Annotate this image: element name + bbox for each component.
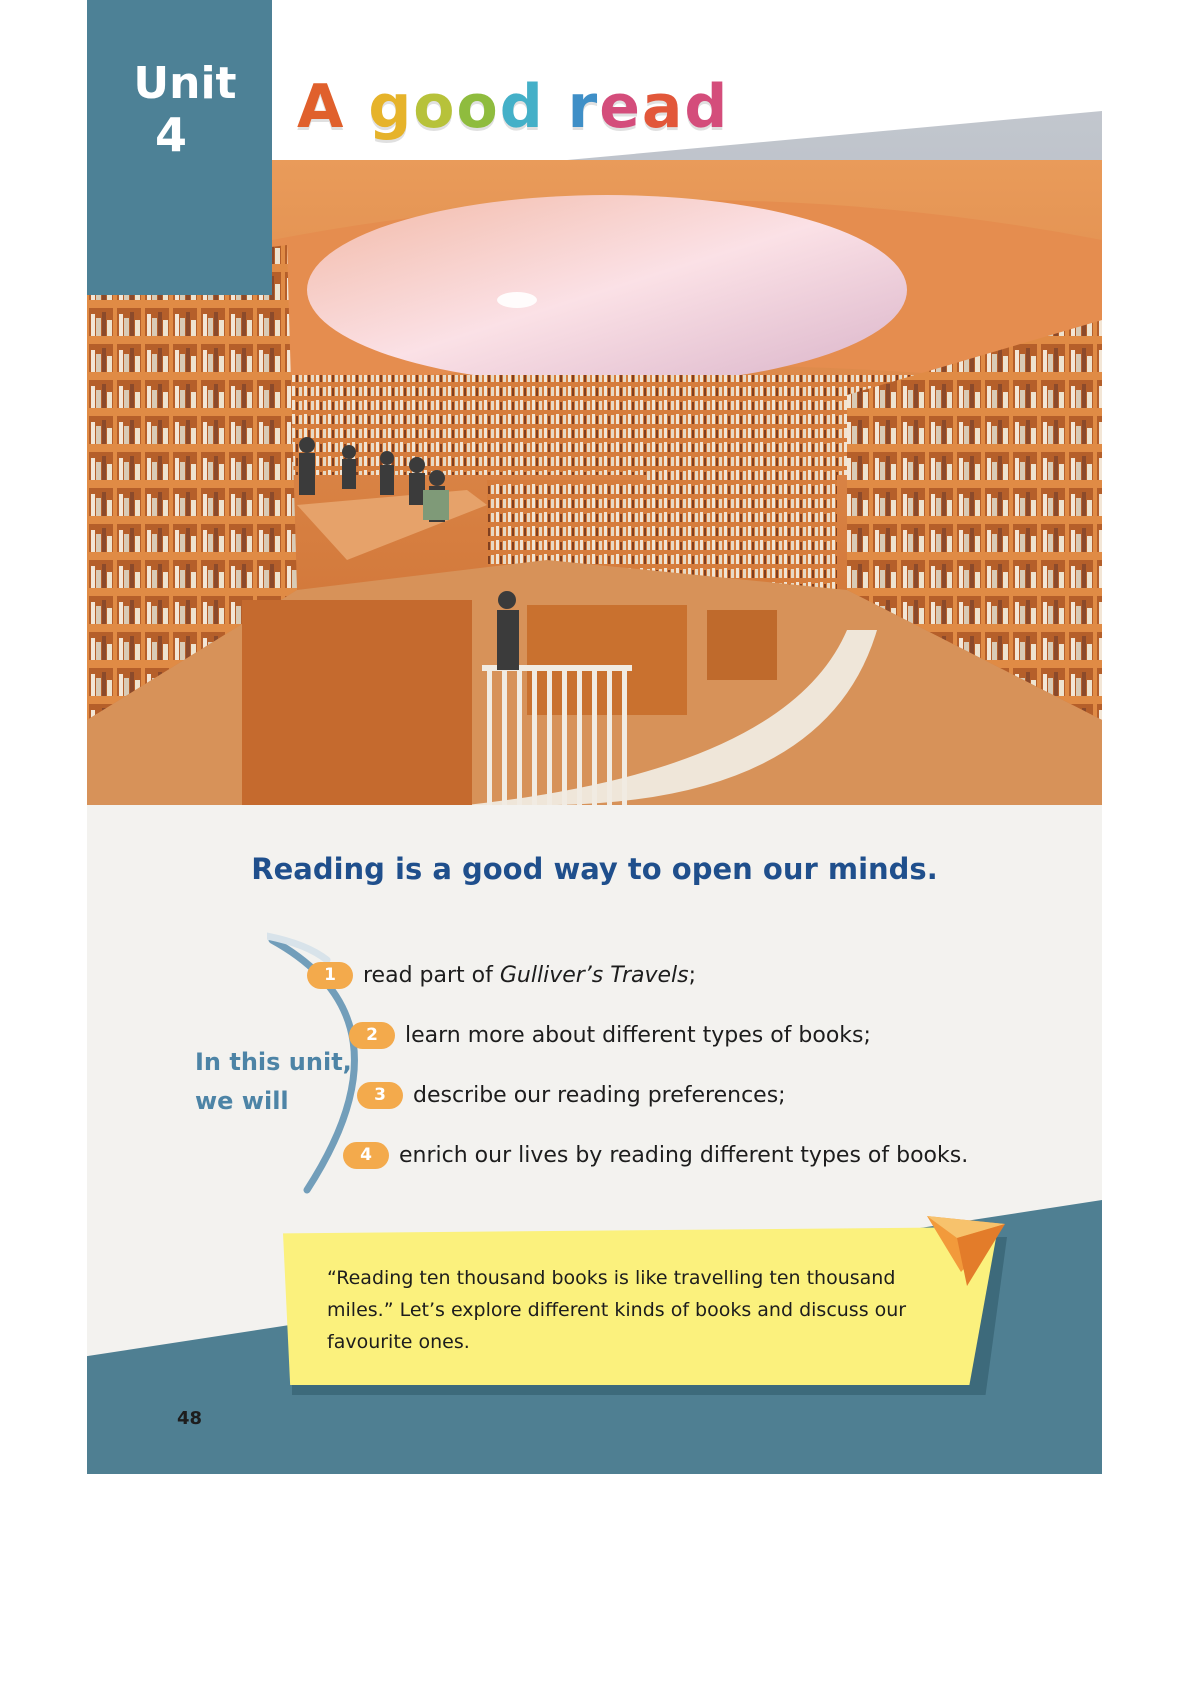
goal-text — [363, 963, 696, 988]
title-letter: d — [499, 72, 545, 142]
goal-item-2 — [349, 1022, 871, 1049]
unit-title — [297, 72, 729, 142]
goal-number-badge: 3 — [357, 1082, 403, 1109]
goal-text-end: ; — [688, 963, 697, 988]
goal-number-badge: 2 — [349, 1022, 395, 1049]
goal-text: enrich our lives by reading different types of books. — [399, 1143, 969, 1168]
goal-item-4 — [343, 1142, 968, 1169]
goal-number-badge: 4 — [343, 1142, 389, 1169]
goal-item-1 — [307, 962, 696, 989]
page-number: 48 — [177, 1408, 203, 1429]
goal-text: describe our reading preferences; — [413, 1083, 786, 1108]
unit-number: 4 — [154, 108, 187, 162]
quote-text: “Reading ten thousand books is like travelling ten thousand miles.” Let’s explore different kinds of books and discuss our favourite ones. — [327, 1267, 907, 1353]
title-letter: g — [368, 72, 414, 142]
goal-text: learn more about different types of books; — [405, 1023, 871, 1048]
title-letter: o — [413, 72, 457, 142]
title-letter: a — [641, 72, 685, 142]
title-letter: A — [297, 72, 346, 142]
book-title: Gulliver’s Travels — [499, 963, 689, 988]
unit-intro — [195, 1043, 352, 1121]
paper-plane-icon — [927, 1208, 1007, 1288]
goal-item-3 — [357, 1082, 786, 1109]
title-letter: d — [684, 72, 730, 142]
intro-line-1: In this unit, — [195, 1048, 352, 1076]
title-letter: e — [599, 72, 642, 142]
textbook-page — [87, 0, 1102, 1474]
goal-number-badge: 1 — [307, 962, 353, 989]
goal-text-main: read part of — [363, 963, 500, 988]
tagline: Reading is a good way to open our minds. — [251, 852, 938, 886]
title-letter: r — [567, 72, 600, 142]
unit-tab — [87, 0, 272, 295]
title-letter: o — [456, 72, 500, 142]
intro-line-2: we will — [195, 1087, 289, 1115]
unit-label: Unit — [133, 58, 237, 109]
